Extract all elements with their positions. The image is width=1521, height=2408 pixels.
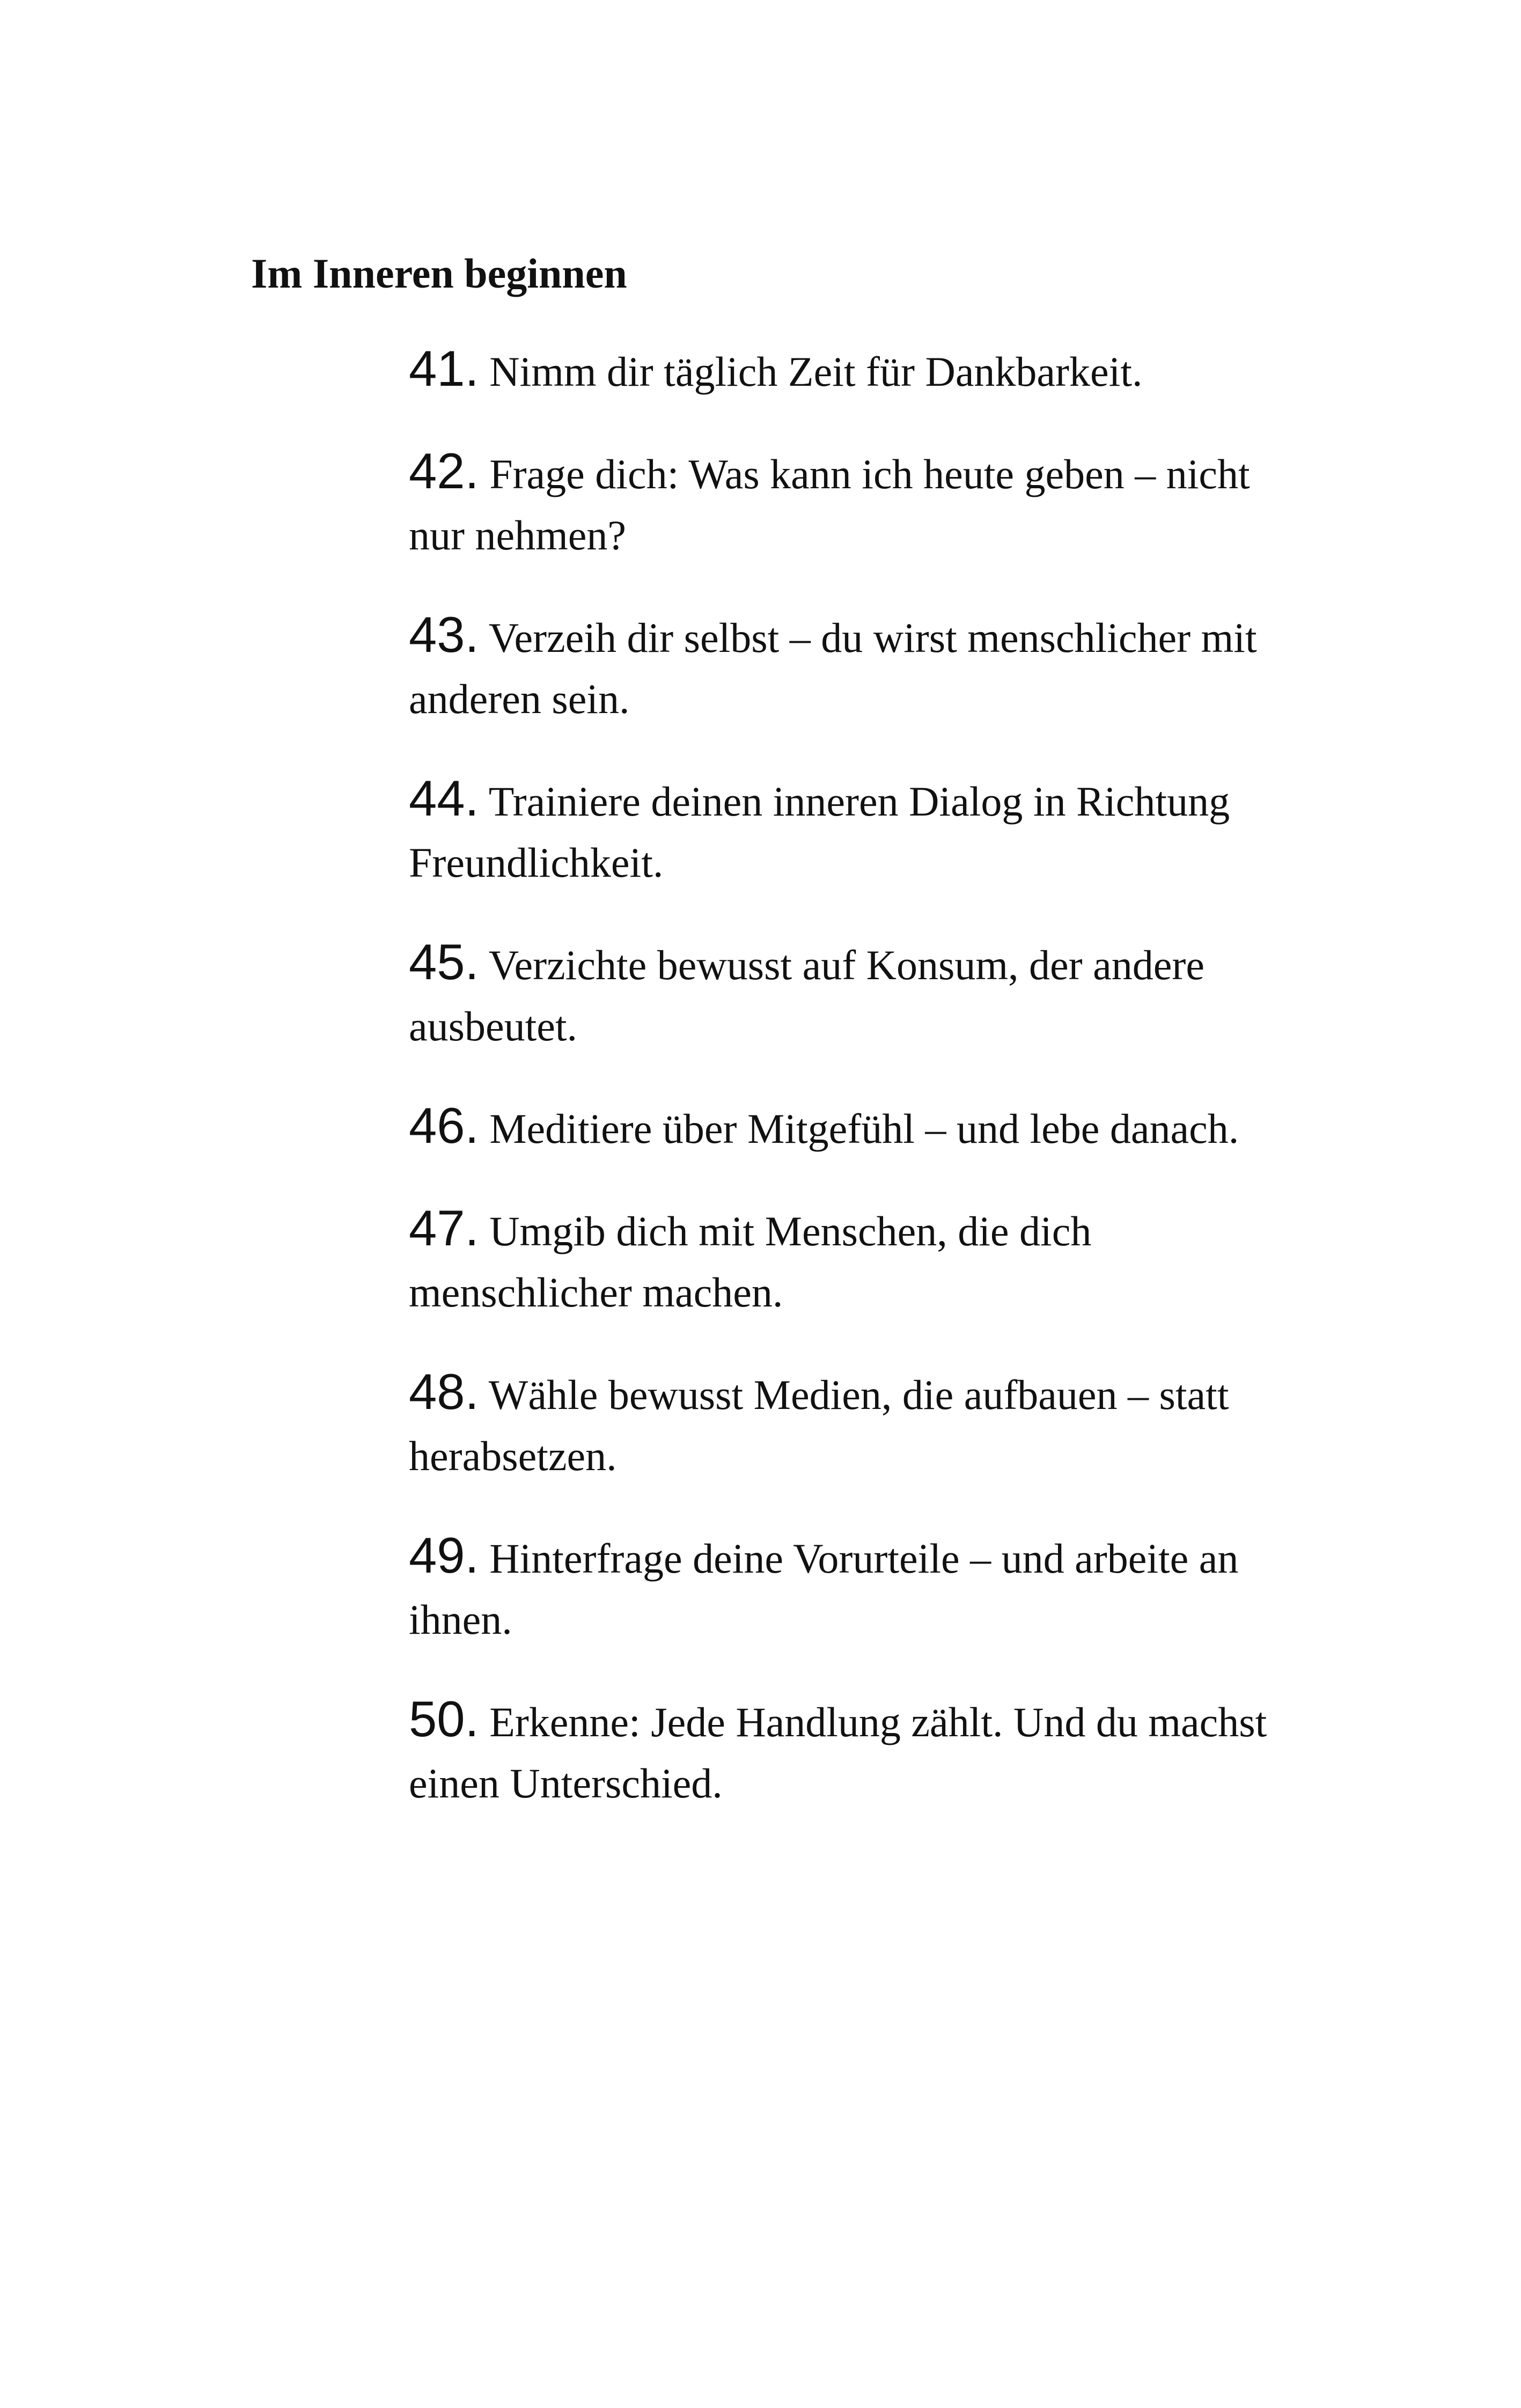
item-number: 46. [409, 1097, 479, 1154]
list-item [409, 768, 1294, 893]
item-number: 48. [409, 1363, 479, 1420]
item-text: Frage dich: Was kann ich heute geben – nicht nur nehmen? [409, 451, 1250, 559]
numbered-list [409, 338, 1294, 1852]
item-text: Erkenne: Jede Handlung zählt. Und du machst einen Unterschied. [409, 1699, 1267, 1807]
item-number: 45. [409, 934, 479, 990]
item-text: Trainiere deinen inneren Dialog in Richtung Freundlichkeit. [409, 778, 1230, 886]
item-text: Umgib dich mit Menschen, die dich menschlicher machen. [409, 1208, 1092, 1316]
item-number: 43. [409, 606, 479, 663]
item-text: Wähle bewusst Medien, die aufbauen – statt herabsetzen. [409, 1371, 1229, 1479]
item-text: Verzichte bewusst auf Konsum, der andere ausbeutet. [409, 942, 1204, 1049]
item-text: Nimm dir täglich Zeit für Dankbarkeit. [489, 348, 1143, 395]
item-text: Hinterfrage deine Vorurteile – und arbeite an ihnen. [409, 1535, 1239, 1643]
item-text: Meditiere über Mitgefühl – und lebe danach. [489, 1105, 1239, 1152]
list-item [409, 1688, 1294, 1814]
list-item [409, 931, 1294, 1057]
list-item [409, 1095, 1294, 1159]
section-heading: Im Inneren beginnen [251, 250, 627, 297]
item-number: 44. [409, 770, 479, 826]
list-item [409, 1198, 1294, 1323]
list-item [409, 441, 1294, 566]
list-item [409, 604, 1294, 730]
item-number: 47. [409, 1200, 479, 1256]
list-item [409, 1361, 1294, 1487]
item-number: 50. [409, 1691, 479, 1747]
list-item [409, 1525, 1294, 1650]
item-text: Verzeih dir selbst – du wirst menschlicher mit anderen sein. [409, 614, 1257, 722]
item-number: 42. [409, 443, 479, 499]
item-number: 49. [409, 1527, 479, 1583]
list-item [409, 338, 1294, 402]
item-number: 41. [409, 340, 479, 397]
